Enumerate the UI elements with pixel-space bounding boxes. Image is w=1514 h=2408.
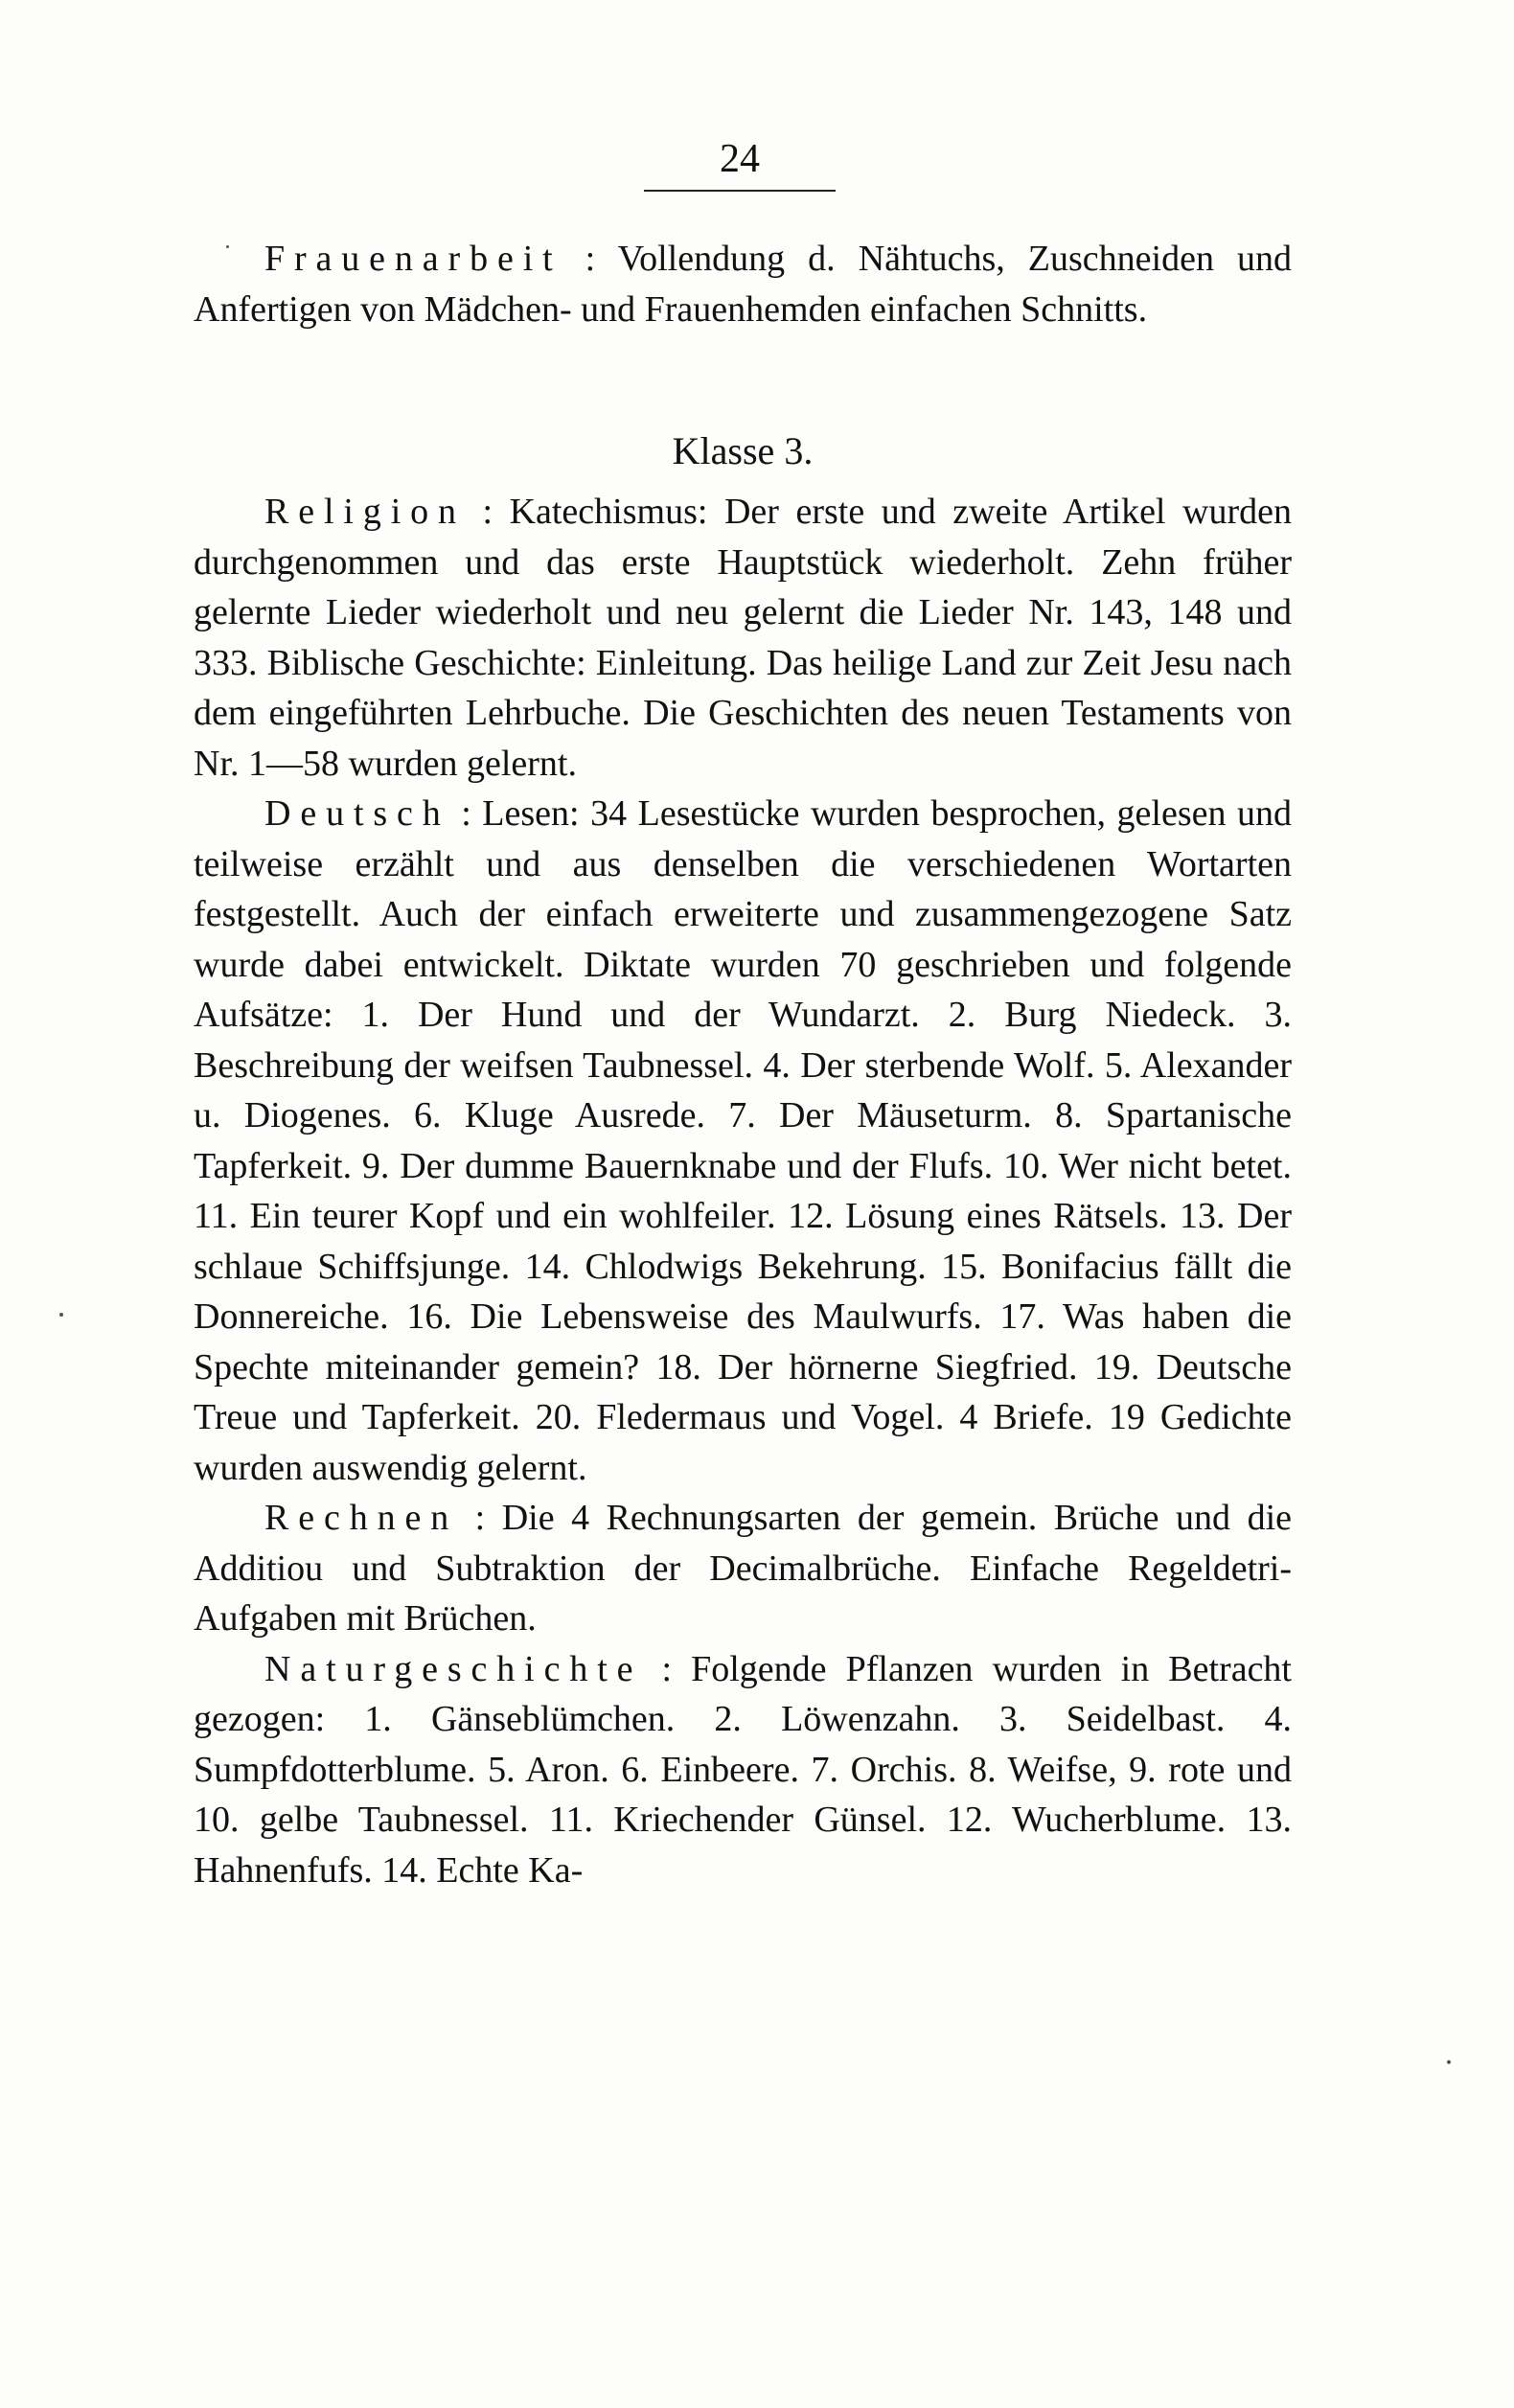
paragraph-rechnen: [194, 1493, 1292, 1644]
paragraph-religion: [194, 487, 1292, 789]
class-3-body: [194, 487, 1292, 1895]
paragraph-text: : Folgende Pflanzen wurden in Betracht gezogen: 1. Gänseblümchen. 2. Löwenzahn. 3. Seidelbast. 4. Sumpfdotterblume. 5. Aron. 6. Einbeere. 7. Orchis. 8. Weifse, 9. rote und 10. gelbe Taubnessel. 11. Kriechender Günsel. 12. Wucherblume. 13. Hahnenfufs. 14. Echte Ka-: [194, 1648, 1292, 1891]
paragraph-frauenarbeit: [194, 234, 1292, 334]
subject-heading: Deutsch: [264, 793, 450, 834]
class-heading: Klasse 3.: [672, 429, 814, 472]
print-speck: [226, 245, 229, 248]
intro-block: [194, 234, 1292, 334]
subject-heading: Rechnen: [264, 1498, 459, 1538]
paragraph-text: : Lesen: 34 Lesestücke wurden besprochen, gelesen und teilweise erzählt und aus denselben die verschiedenen Wortarten festgestellt. Auch der einfach erweiterte und zusammengezogene Satz wurde dabei entwickelt. Diktate wurden 70 geschrieben und folgende Aufsätze: 1. Der Hund und der Wundarzt. 2. Burg Niedeck. 3. Beschreibung der weifsen Taubnessel. 4. Der sterbende Wolf. 5. Alexander u. Diogenes. 6. Kluge Ausrede. 7. Der Mäuseturm. 8. Spartanische Tapferkeit. 9. Der dumme Bauernknabe und der Flufs. 10. Wer nicht betet. 11. Ein teurer Kopf und ein wohlfeiler. 12. Lösung eines Rätsels. 13. Der schlaue Schiffsjunge. 14. Chlodwigs Bekehrung. 15. Bonifacius fällt die Donnereiche. 16. Die Lebensweise des Maulwurfs. 17. Was haben die Spechte miteinander gemein? 18. Der hörnerne Siegfried. 19. Deutsche Treue und Tapferkeit. 20. Fledermaus und Vogel. 4 Briefe. 19 Gedichte wurden auswendig gelernt.: [194, 793, 1292, 1488]
page-number-rule: [644, 190, 836, 192]
page-number: 24: [720, 137, 760, 181]
subject-heading: Religion: [264, 492, 466, 532]
paragraph-deutsch: [194, 789, 1292, 1493]
subject-heading: Naturgeschichte: [264, 1648, 643, 1689]
paragraph-text: : Vollendung d. Nähtuchs, Zuschneiden und Anfertigen von Mädchen- und Frauenhemden einfachen Schnitts.: [194, 239, 1292, 330]
paragraph-text: : Die 4 Rechnungsarten der gemein. Brüche und die Additiou und Subtraktion der Decimalbrüche. Einfache Regeldetri-Aufgaben mit Brüchen.: [194, 1498, 1292, 1639]
print-speck: [1447, 2060, 1451, 2064]
print-speck: [59, 1313, 63, 1317]
paragraph-naturgeschichte: [194, 1644, 1292, 1896]
subject-heading: Frauenarbeit: [264, 239, 562, 279]
paragraph-text: : Katechismus: Der erste und zweite Artikel wurden durchgenommen und das erste Hauptstück wiederholt. Zehn früher gelernte Lieder wiederholt und neu gelernt die Lieder Nr. 143, 148 und 333. Biblische Geschichte: Einleitung. Das heilige Land zur Zeit Jesu nach dem eingeführten Lehrbuche. Die Geschichten des neuen Testaments von Nr. 1—58 wurden gelernt.: [194, 492, 1292, 784]
